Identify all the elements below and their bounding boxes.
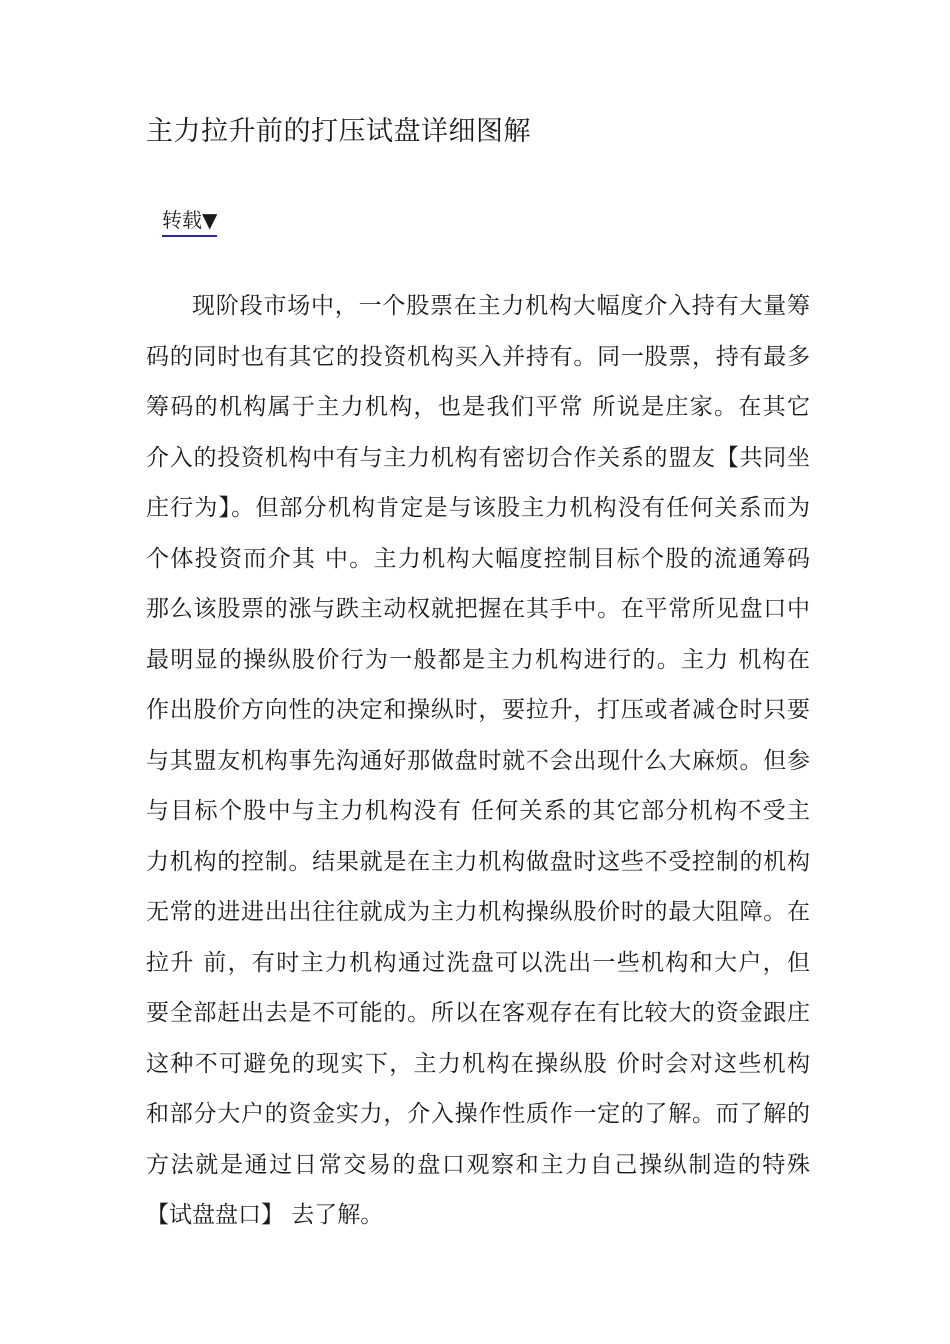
body-line: 这种不可避免的现实下，主力机构在操纵股 价时会对这些机构: [146, 1050, 810, 1077]
body-line: 现阶段市场中，一个股票在主力机构大幅度介入持有大量筹: [192, 293, 810, 319]
body-line: 作出股价方向性的决定和操纵时，要拉升，打压或者减仓时只要: [146, 697, 810, 723]
body-line: 【试盘盘口】 去了解。: [146, 1202, 384, 1228]
article-title: 主力拉升前的打压试盘详细图解: [146, 116, 531, 147]
body-line: 那么该股票的涨与跌主动权就把握在其手中。在平常所见盘口中: [146, 596, 810, 622]
body-line: 介入的投资机构中有与主力机构有密切合作关系的盟友【共同坐: [146, 444, 810, 471]
body-line: 要全部赶出去是不可能的。所以在客观存在有比较大的资金跟庄: [146, 1000, 810, 1026]
body-line: 无常的进进出出往往就成为主力机构操纵股价时的最大阻障。在: [146, 899, 810, 925]
body-line: 力机构的控制。结果就是在主力机构做盘时这些不受控制的机构: [146, 848, 810, 875]
body-line: 方法就是通过日常交易的盘口观察和主力自己操纵制造的特殊: [146, 1151, 810, 1178]
repost-link[interactable]: 转载▼: [162, 206, 217, 237]
article-body: [146, 284, 810, 1244]
body-line: 个体投资而介其 中。主力机构大幅度控制目标个股的流通筹码: [146, 545, 810, 572]
body-line: 与其盟友机构事先沟通好那做盘时就不会出现什么大麻烦。但参: [146, 747, 810, 774]
body-line: 码的同时也有其它的投资机构买入并持有。同一股票，持有最多: [146, 343, 810, 370]
body-line: 最明显的操纵股价行为一般都是主力机构进行的。主力 机构在: [146, 646, 810, 673]
body-line: 庄行为】。但部分机构肯定是与该股主力机构没有任何关系而为: [146, 495, 810, 521]
body-line: 筹码的机构属于主力机构，也是我们平常 所说是庄家。在其它: [146, 394, 810, 420]
body-line: 拉升 前，有时主力机构通过洗盘可以洗出一些机构和大户，但: [146, 949, 810, 976]
body-line: 和部分大户的资金实力，介入操作性质作一定的了解。而了解的: [146, 1101, 810, 1127]
body-line: 与目标个股中与主力机构没有 任何关系的其它部分机构不受主: [146, 798, 810, 824]
